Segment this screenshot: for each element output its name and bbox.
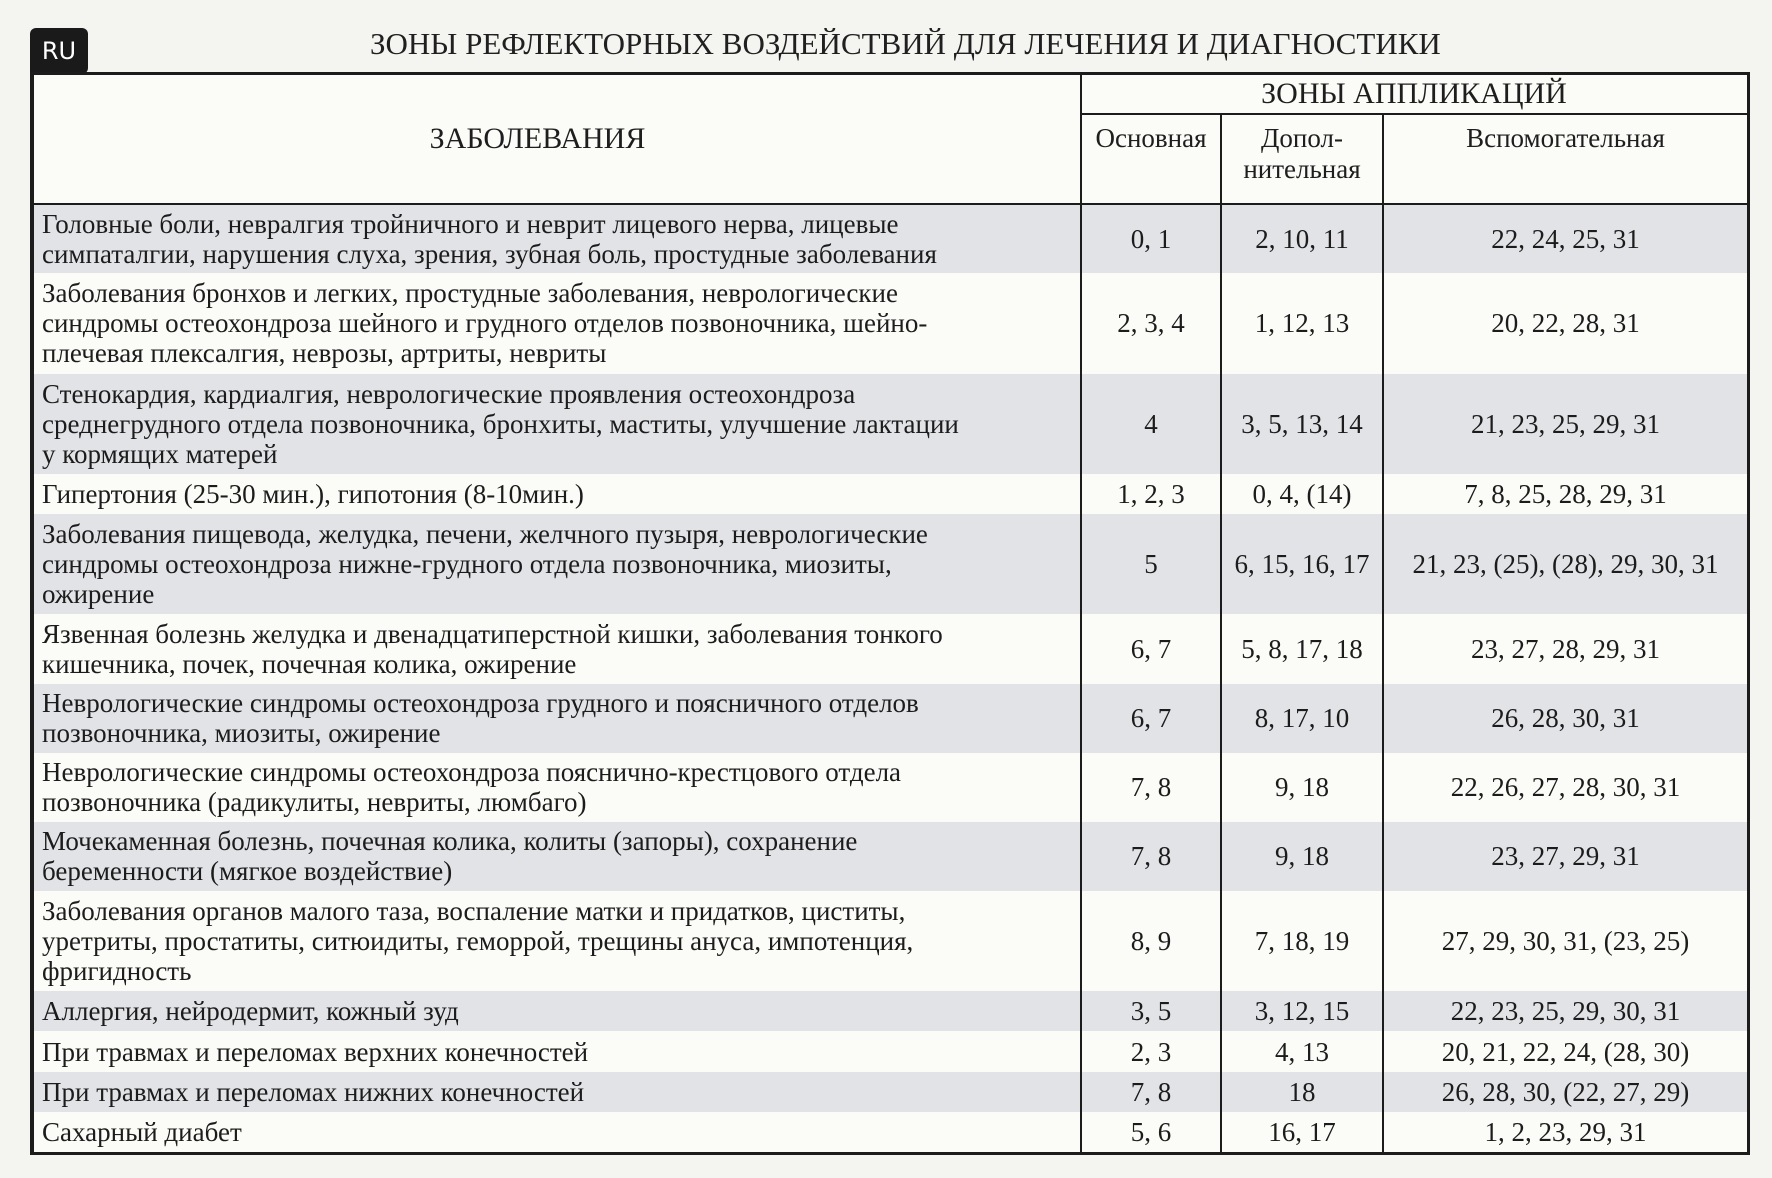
additional-zone-cell: 4, 13 xyxy=(1221,1031,1383,1071)
main-zone-cell: 7, 8 xyxy=(1081,1072,1221,1112)
disease-text-line: Головные боли, невралгия тройничного и неврит лицевого нерва, лицевые xyxy=(42,209,899,240)
auxiliary-zone-cell: 20, 21, 22, 24, (28, 30) xyxy=(1383,1031,1747,1071)
header-auxiliary-zone: Вспомогательная xyxy=(1383,114,1747,204)
header-additional-line2: нительная xyxy=(1243,154,1361,184)
disease-text-line: у кормящих матерей xyxy=(42,438,278,469)
additional-zone-cell: 9, 18 xyxy=(1221,753,1383,822)
disease-text-line: Заболевания пищевода, желудка, печени, желчного пузыря, неврологические xyxy=(42,519,928,550)
disease-text-line: Гипертония (25-30 мин.), гипотония (8-10мин.) xyxy=(42,478,584,509)
disease-cell xyxy=(34,614,1081,683)
disease-cell xyxy=(34,273,1081,373)
disease-cell xyxy=(34,1072,1081,1112)
disease-text-line: Аллергия, нейродермит, кожный зуд xyxy=(42,996,459,1027)
auxiliary-zone-cell: 22, 24, 25, 31 xyxy=(1383,204,1747,273)
table xyxy=(34,75,1747,1152)
table-row xyxy=(34,1072,1747,1112)
main-zone-cell: 7, 8 xyxy=(1081,753,1221,822)
disease-text-line: симпаталгии, нарушения слуха, зрения, зубная боль, простудные заболевания xyxy=(42,239,937,270)
disease-text-line: уретриты, простатиты, ситюидиты, геморрой, трещины ануса, импотенция, xyxy=(42,926,914,957)
disease-cell xyxy=(34,204,1081,273)
table-row xyxy=(34,374,1747,474)
disease-cell xyxy=(34,374,1081,474)
main-zone-cell: 2, 3, 4 xyxy=(1081,273,1221,373)
main-zone-cell: 7, 8 xyxy=(1081,822,1221,891)
header-application-zones: ЗОНЫ АППЛИКАЦИЙ xyxy=(1081,75,1747,114)
table-row xyxy=(34,684,1747,753)
additional-zone-cell: 1, 12, 13 xyxy=(1221,273,1383,373)
disease-text-line: Мочекаменная болезнь, почечная колика, колиты (запоры), сохранение xyxy=(42,826,858,857)
auxiliary-zone-cell: 21, 23, 25, 29, 31 xyxy=(1383,374,1747,474)
additional-zone-cell: 2, 10, 11 xyxy=(1221,204,1383,273)
additional-zone-cell: 3, 12, 15 xyxy=(1221,991,1383,1031)
main-zone-cell: 5 xyxy=(1081,514,1221,614)
additional-zone-cell: 6, 15, 16, 17 xyxy=(1221,514,1383,614)
disease-text-line: синдромы остеохондроза шейного и грудного отделов позвоночника, шейно- xyxy=(42,308,928,339)
main-zone-cell: 3, 5 xyxy=(1081,991,1221,1031)
disease-cell xyxy=(34,1031,1081,1071)
main-zone-cell: 8, 9 xyxy=(1081,891,1221,991)
table-row xyxy=(34,273,1747,373)
table-row xyxy=(34,891,1747,991)
auxiliary-zone-cell: 23, 27, 28, 29, 31 xyxy=(1383,614,1747,683)
disease-text-line: Сахарный диабет xyxy=(42,1116,242,1147)
table-row xyxy=(34,1031,1747,1071)
disease-text-line: Заболевания бронхов и легких, простудные заболевания, неврологические xyxy=(42,278,898,309)
additional-zone-cell: 3, 5, 13, 14 xyxy=(1221,374,1383,474)
table-row xyxy=(34,514,1747,614)
main-zone-cell: 0, 1 xyxy=(1081,204,1221,273)
additional-zone-cell: 0, 4, (14) xyxy=(1221,474,1383,514)
disease-text-line: Заболевания органов малого таза, воспаление матки и придатков, циститы, xyxy=(42,896,906,927)
main-zone-cell: 1, 2, 3 xyxy=(1081,474,1221,514)
header-diseases: ЗАБОЛЕВАНИЯ xyxy=(34,75,1081,204)
table-body xyxy=(34,204,1747,1152)
main-zone-cell: 6, 7 xyxy=(1081,684,1221,753)
auxiliary-zone-cell: 20, 22, 28, 31 xyxy=(1383,273,1747,373)
main-zone-cell: 2, 3 xyxy=(1081,1031,1221,1071)
auxiliary-zone-cell: 7, 8, 25, 28, 29, 31 xyxy=(1383,474,1747,514)
disease-text-line: позвоночника, миозиты, ожирение xyxy=(42,718,441,749)
main-zone-cell: 6, 7 xyxy=(1081,614,1221,683)
disease-text-line: беременности (мягкое воздействие) xyxy=(42,856,453,887)
header-row-top xyxy=(34,75,1747,114)
additional-zone-cell: 7, 18, 19 xyxy=(1221,891,1383,991)
auxiliary-zone-cell: 23, 27, 29, 31 xyxy=(1383,822,1747,891)
main-zone-cell: 4 xyxy=(1081,374,1221,474)
auxiliary-zone-cell: 27, 29, 30, 31, (23, 25) xyxy=(1383,891,1747,991)
disease-cell xyxy=(34,1112,1081,1152)
auxiliary-zone-cell: 1, 2, 23, 29, 31 xyxy=(1383,1112,1747,1152)
disease-cell xyxy=(34,684,1081,753)
table-row xyxy=(34,474,1747,514)
disease-cell xyxy=(34,822,1081,891)
table-row xyxy=(34,204,1747,273)
page-title: ЗОНЫ РЕФЛЕКТОРНЫХ ВОЗДЕЙСТВИЙ ДЛЯ ЛЕЧЕНИЯ И ДИАГНОСТИКИ xyxy=(370,26,1441,61)
language-badge: RU xyxy=(30,28,88,74)
additional-zone-cell: 8, 17, 10 xyxy=(1221,684,1383,753)
table-row xyxy=(34,753,1747,822)
table-row xyxy=(34,614,1747,683)
additional-zone-cell: 16, 17 xyxy=(1221,1112,1383,1152)
table-row xyxy=(34,991,1747,1031)
reflex-zones-table xyxy=(30,72,1750,1155)
auxiliary-zone-cell: 22, 26, 27, 28, 30, 31 xyxy=(1383,753,1747,822)
disease-text-line: кишечника, почек, почечная колика, ожирение xyxy=(42,648,577,679)
header-main-zone: Основная xyxy=(1081,114,1221,204)
additional-zone-cell: 9, 18 xyxy=(1221,822,1383,891)
table-row xyxy=(34,1112,1747,1152)
disease-text-line: ожирение xyxy=(42,579,155,610)
disease-text-line: фригидность xyxy=(42,956,192,987)
disease-cell xyxy=(34,991,1081,1031)
disease-cell xyxy=(34,891,1081,991)
disease-text-line: Стенокардия, кардиалгия, неврологические проявления остеохондроза xyxy=(42,378,856,409)
disease-text-line: Неврологические синдромы остеохондроза грудного и поясничного отделов xyxy=(42,688,919,719)
disease-cell xyxy=(34,514,1081,614)
auxiliary-zone-cell: 21, 23, (25), (28), 29, 30, 31 xyxy=(1383,514,1747,614)
disease-text-line: При травмах и переломах верхних конечностей xyxy=(42,1036,589,1067)
disease-cell xyxy=(34,753,1081,822)
disease-text-line: При травмах и переломах нижних конечностей xyxy=(42,1076,585,1107)
auxiliary-zone-cell: 26, 28, 30, (22, 27, 29) xyxy=(1383,1072,1747,1112)
table-row xyxy=(34,822,1747,891)
disease-cell xyxy=(34,474,1081,514)
disease-text-line: среднегрудного отдела позвоночника, бронхиты, маститы, улучшение лактации xyxy=(42,408,959,439)
disease-text-line: синдромы остеохондроза нижне-грудного отдела позвоночника, миозиты, xyxy=(42,549,892,580)
additional-zone-cell: 5, 8, 17, 18 xyxy=(1221,614,1383,683)
main-zone-cell: 5, 6 xyxy=(1081,1112,1221,1152)
header-additional-line1: Допол- xyxy=(1261,123,1343,153)
disease-text-line: Неврологические синдромы остеохондроза пояснично-крестцового отдела xyxy=(42,757,902,788)
disease-text-line: плечевая плексалгия, неврозы, артриты, невриты xyxy=(42,338,607,369)
header-additional-zone xyxy=(1221,114,1383,204)
additional-zone-cell: 18 xyxy=(1221,1072,1383,1112)
disease-text-line: позвоночника (радикулиты, невриты, люмбаго) xyxy=(42,787,587,818)
disease-text-line: Язвенная болезнь желудка и двенадцатиперстной кишки, заболевания тонкого xyxy=(42,618,943,649)
auxiliary-zone-cell: 26, 28, 30, 31 xyxy=(1383,684,1747,753)
auxiliary-zone-cell: 22, 23, 25, 29, 30, 31 xyxy=(1383,991,1747,1031)
